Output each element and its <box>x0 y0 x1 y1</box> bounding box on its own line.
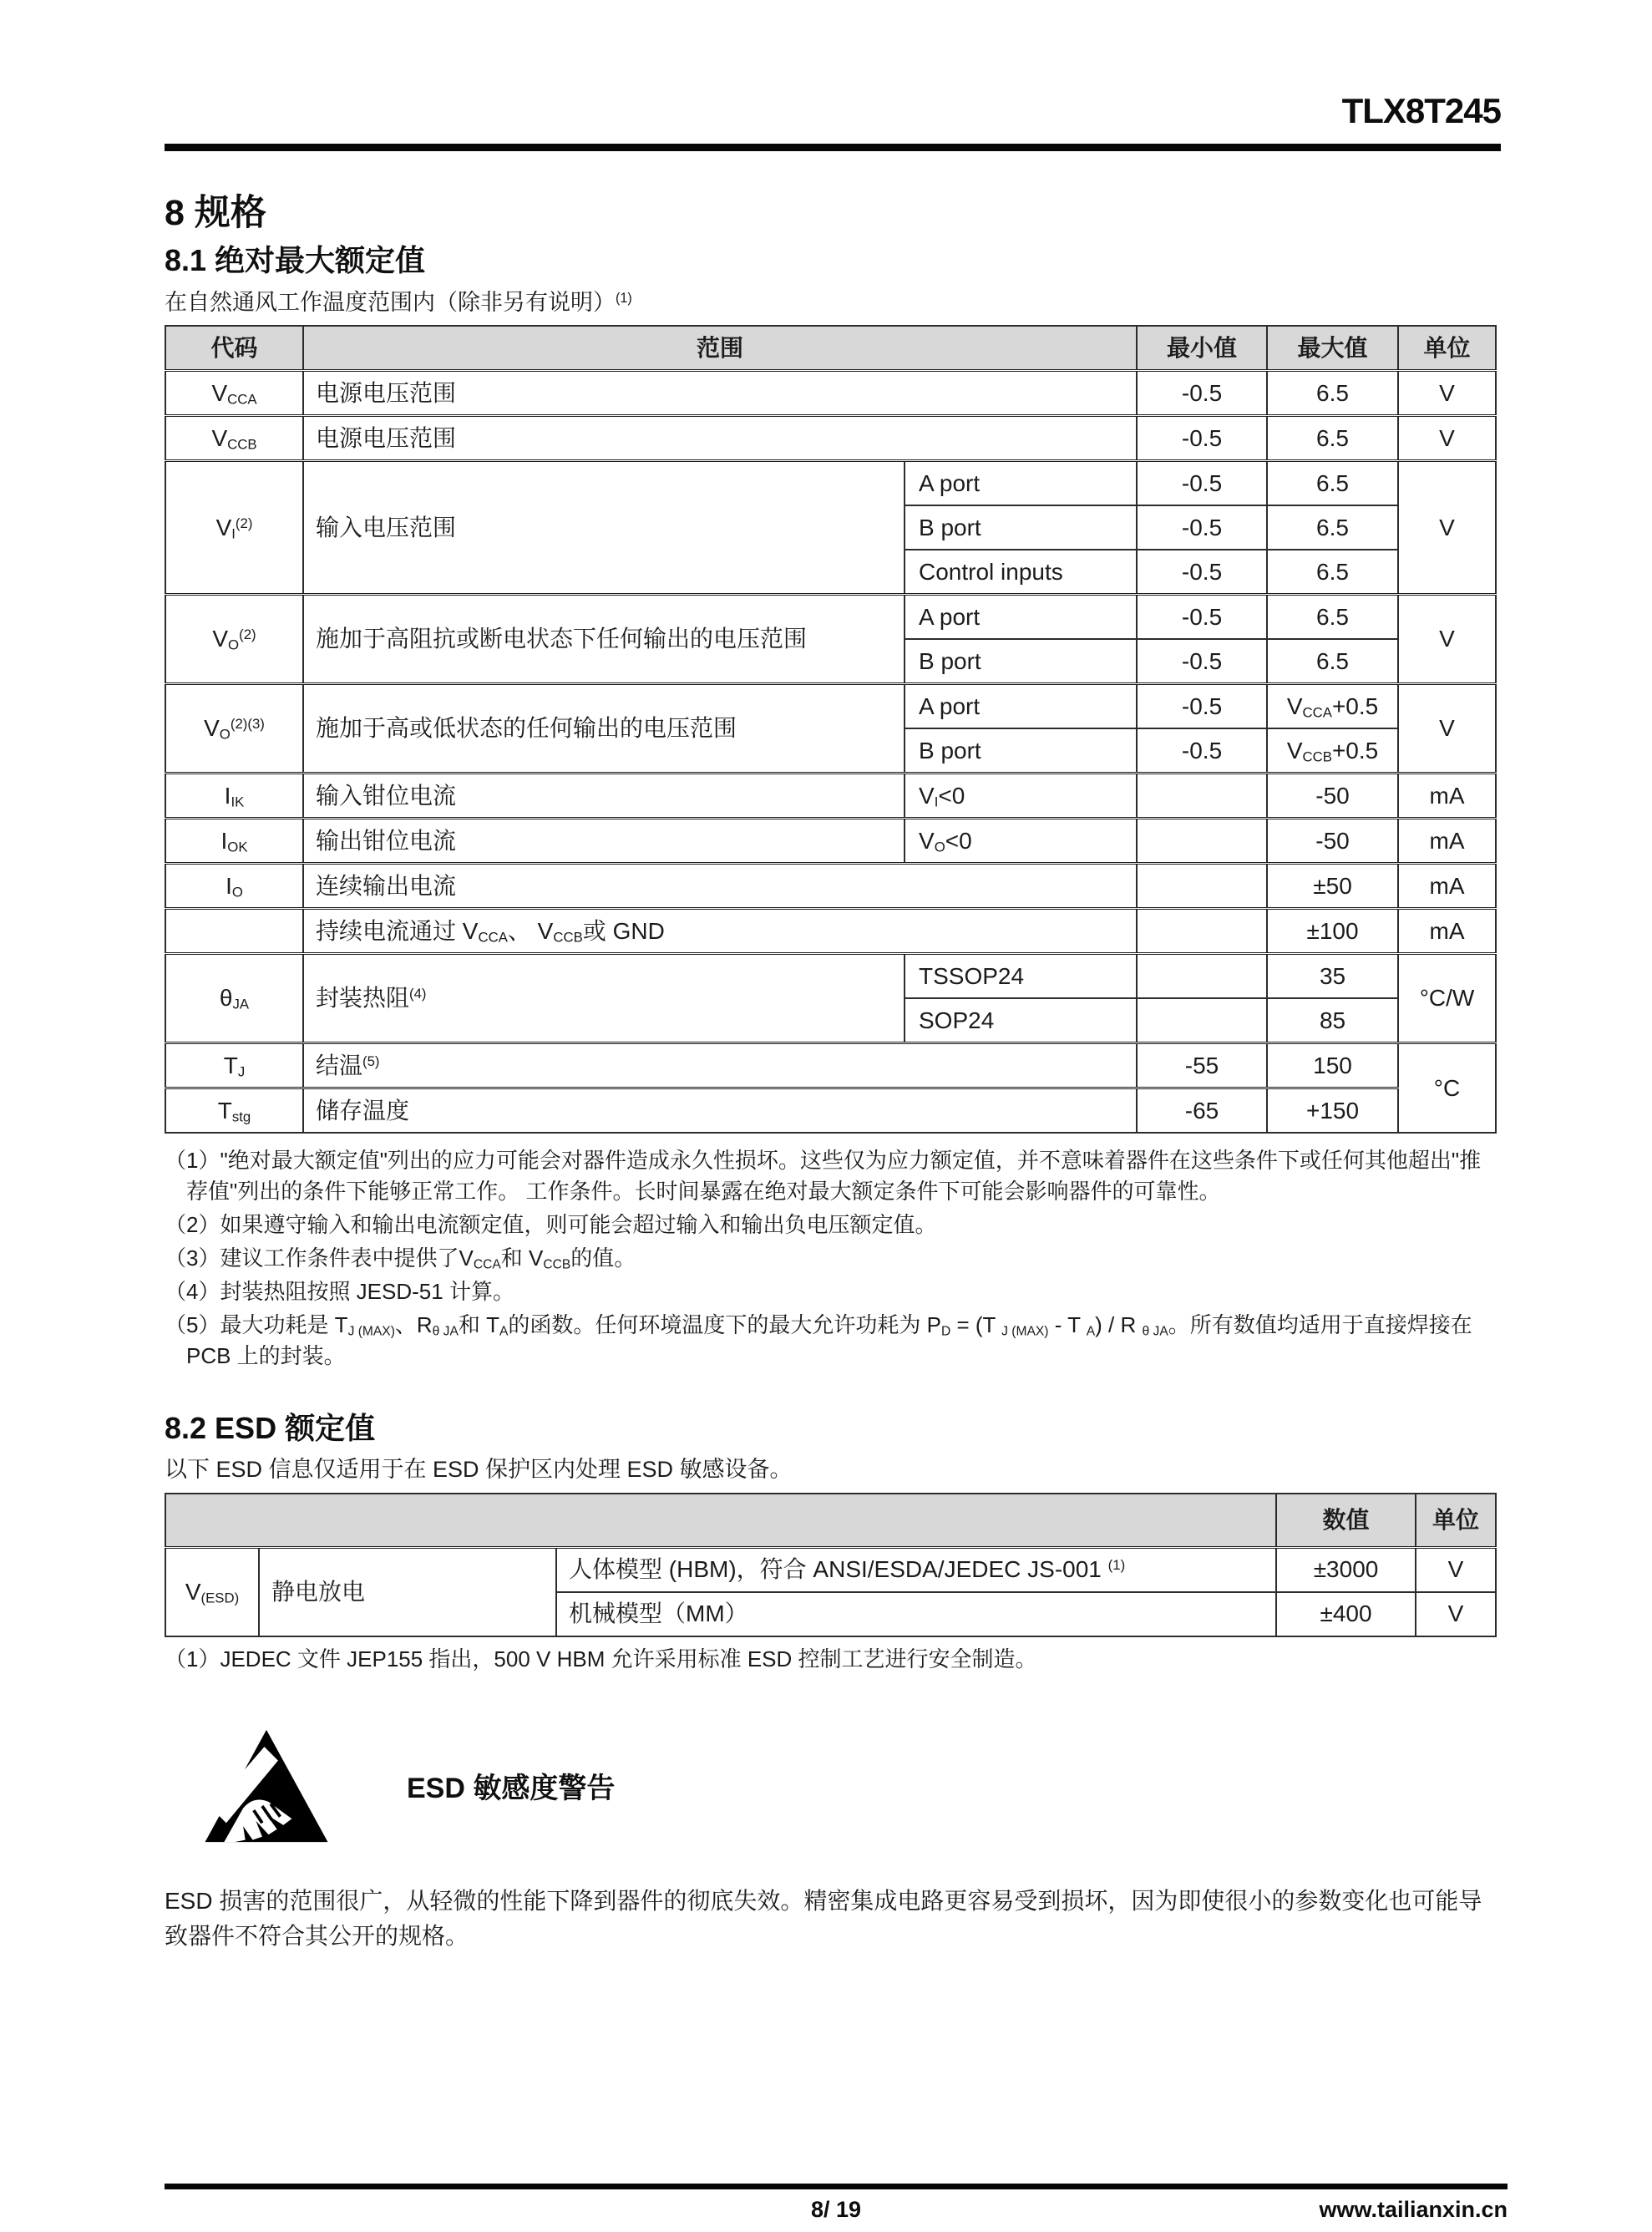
cell-code: $I_O$ <box>165 864 303 909</box>
cell-max: ±50 <box>1267 864 1398 909</box>
footnote-3: （3）建议工作条件表中提供了$V_{CCA}$和 $V_{CCB}$的值。 <box>165 1245 636 1272</box>
cell-min <box>1137 864 1267 909</box>
cell-desc: 储存温度 <box>303 1088 1137 1134</box>
col-header-max: 最大值 <box>1267 326 1398 371</box>
esd-header-row <box>165 1494 1496 1548</box>
row-io <box>165 864 1496 909</box>
datasheet-page <box>165 91 1501 1954</box>
cell-min: -0.5 <box>1137 416 1267 461</box>
cell-unit: V <box>1398 595 1496 684</box>
cell-desc: 连续输出电流 <box>303 864 1137 909</box>
cell-desc: 施加于高或低状态的任何输出的电压范围 <box>303 684 905 774</box>
cell-unit: V <box>1398 461 1496 595</box>
col-header-range: 范围 <box>303 326 1137 371</box>
cell-max: $V_{CCB}+0.5$ <box>1267 728 1398 774</box>
cell-max: 6.5 <box>1267 595 1398 640</box>
cell-condition: B port <box>905 505 1137 550</box>
cell-unit: °C <box>1398 1043 1496 1134</box>
cell-condition: B port <box>905 639 1137 684</box>
section-8-1-intro: 在自然通风工作温度范围内（除非另有说明）$^{(1)}$ <box>165 289 632 315</box>
cell-min: -65 <box>1137 1088 1267 1134</box>
col-header-value: 数值 <box>1276 1494 1416 1548</box>
cell-condition: A port <box>905 595 1137 640</box>
cell-value: ±400 <box>1276 1592 1416 1636</box>
cell-code <box>165 909 303 954</box>
cell-min: -0.5 <box>1137 728 1267 774</box>
cell-max: -50 <box>1267 819 1398 864</box>
cell-max: 6.5 <box>1267 505 1398 550</box>
row-vccb <box>165 416 1496 461</box>
footnote-5: （5）最大功耗是 $T_{J (MAX)}$、$R_{\theta JA}$和 $T_A$的函数。任何环境温度下的最大允许功耗为 $P_D = (T$ $_{J (MAX)}$ - T $_A$) / R $_{\theta JA}$。所有数值均适用于直接焊接在 PCB 上的封装。 <box>165 1311 1472 1368</box>
section-8-title: 8 规格 <box>165 193 266 233</box>
cell-code: $V_O^{(2)}$ <box>165 595 303 684</box>
cell-unit: mA <box>1398 774 1496 819</box>
row-iok <box>165 819 1496 864</box>
footnotes <box>165 1145 1501 1371</box>
footer-rule <box>165 2184 1508 2189</box>
absolute-maximum-ratings-table <box>165 325 1497 1134</box>
cell-max: -50 <box>1267 774 1398 819</box>
cell-max: 6.5 <box>1267 550 1398 595</box>
cell-condition: SOP24 <box>905 998 1137 1043</box>
cell-code: $I_{IK}$ <box>165 774 303 819</box>
row-vo-hiz <box>165 595 1496 640</box>
footnote-4: （4）封装热阻按照 JESD-51 计算。 <box>165 1279 514 1304</box>
cell-min <box>1137 909 1267 954</box>
cell-max: +150 <box>1267 1088 1398 1134</box>
footnote-1: （1）"绝对最大额定值"列出的应力可能会对器件造成永久性损坏。这些仅为应力额定值，并不意味着器件在这些条件下或任何其他超出"推荐值"列出的条件下能够正常工作。 工作条件。长时间暴露在绝对最大额定条件下可能会影响器件的可靠性。 <box>165 1148 1482 1205</box>
cell-min: -0.5 <box>1137 684 1267 729</box>
cell-code: $V_O^{(2)(3)}$ <box>165 684 303 774</box>
esd-ratings-table <box>165 1493 1497 1637</box>
row-vi <box>165 461 1496 506</box>
cell-unit: °C/W <box>1398 954 1496 1043</box>
cell-desc: 输出钳位电流 <box>303 819 905 864</box>
cell-model: 人体模型 (HBM)，符合 ANSI/ESDA/JEDEC JS-001 $^{(1)}$ <box>556 1547 1276 1592</box>
row-vcca <box>165 371 1496 416</box>
cell-code: $\theta_{JA}$ <box>165 954 303 1043</box>
cell-min: -0.5 <box>1137 371 1267 416</box>
col-header-unit: 单位 <box>1398 326 1496 371</box>
cell-value: ±3000 <box>1276 1547 1416 1592</box>
esd-warning <box>165 1723 1501 1849</box>
cell-unit: V <box>1416 1592 1496 1636</box>
esd-warning-body: ESD 损害的范围很广，从轻微的性能下降到器件的彻底失效。精密集成电路更容易受到损坏，因为即使很小的参数变化也可能导致器件不符合其公开的规格。 <box>165 1887 1482 1949</box>
row-iik <box>165 774 1496 819</box>
cell-condition: $V_I<0$ <box>905 774 1137 819</box>
cell-code: $I_{OK}$ <box>165 819 303 864</box>
section-8-1-title: 8.1 绝对最大额定值 <box>165 243 426 278</box>
cell-condition: A port <box>905 461 1137 506</box>
row-continuous-current <box>165 909 1496 954</box>
cell-condition: $V_O<0$ <box>905 819 1137 864</box>
cell-max: ±100 <box>1267 909 1398 954</box>
cell-unit: mA <box>1398 909 1496 954</box>
row-tstg <box>165 1088 1496 1134</box>
cell-min <box>1137 774 1267 819</box>
esd-footnotes <box>165 1644 1501 1675</box>
cell-code: $T_{stg}$ <box>165 1088 303 1134</box>
cell-desc: 结温$^{(5)}$ <box>303 1043 1137 1088</box>
header-rule <box>165 144 1501 151</box>
cell-desc: 输入电压范围 <box>303 461 905 595</box>
cell-min: -0.5 <box>1137 461 1267 506</box>
cell-min: -0.5 <box>1137 550 1267 595</box>
cell-unit: V <box>1398 371 1496 416</box>
cell-max: 35 <box>1267 954 1398 999</box>
esd-susceptibility-icon <box>203 1723 330 1849</box>
esd-footnote-1: （1）JEDEC 文件 JEP155 指出，500 V HBM 允许采用标准 ESD 控制工艺进行安全制造。 <box>165 1646 1037 1671</box>
table-header-row <box>165 326 1496 371</box>
footer <box>165 2197 1508 2230</box>
cell-code: $V_{CCA}$ <box>165 371 303 416</box>
cell-min <box>1137 819 1267 864</box>
cell-condition: Control inputs <box>905 550 1137 595</box>
cell-max: 85 <box>1267 998 1398 1043</box>
cell-desc: 封装热阻$^{(4)}$ <box>303 954 905 1043</box>
esd-warning-title: ESD 敏感度警告 <box>407 1773 616 1805</box>
footnote-2: （2）如果遵守输入和输出电流额定值，则可能会超过输入和输出负电压额定值。 <box>165 1212 937 1238</box>
cell-unit: mA <box>1398 819 1496 864</box>
col-header-code: 代码 <box>165 326 303 371</box>
col-header-min: 最小值 <box>1137 326 1267 371</box>
cell-desc: 静电放电 <box>259 1547 556 1636</box>
cell-max: 6.5 <box>1267 639 1398 684</box>
cell-unit: mA <box>1398 864 1496 909</box>
row-vo-hl <box>165 684 1496 729</box>
cell-model: 机械模型（MM） <box>556 1592 1276 1636</box>
col-header-unit: 单位 <box>1416 1494 1496 1548</box>
cell-min <box>1137 998 1267 1043</box>
cell-desc: 施加于高阻抗或断电状态下任何输出的电压范围 <box>303 595 905 684</box>
cell-condition: A port <box>905 684 1137 729</box>
cell-min: -0.5 <box>1137 505 1267 550</box>
cell-max: 6.5 <box>1267 416 1398 461</box>
cell-desc: 输入钳位电流 <box>303 774 905 819</box>
cell-max: 6.5 <box>1267 371 1398 416</box>
page-number: 8/ 19 <box>810 2197 862 2222</box>
cell-max: $V_{CCA}+0.5$ <box>1267 684 1398 729</box>
cell-desc: 电源电压范围 <box>303 416 1137 461</box>
cell-code: $V_I^{(2)}$ <box>165 461 303 595</box>
col-header-blank <box>165 1494 1276 1548</box>
cell-code: $V_{CCB}$ <box>165 416 303 461</box>
cell-code: $V_{(ESD)}$ <box>165 1547 259 1636</box>
cell-min: -0.5 <box>1137 595 1267 640</box>
section-8-2-intro: 以下 ESD 信息仅适用于在 ESD 保护区内处理 ESD 敏感设备。 <box>165 1456 793 1482</box>
cell-unit: V <box>1398 684 1496 774</box>
cell-condition: TSSOP24 <box>905 954 1137 999</box>
cell-desc: 电源电压范围 <box>303 371 1137 416</box>
row-theta-ja <box>165 954 1496 999</box>
cell-desc: 持续电流通过 $V_{CCA}$、 $V_{CCB}$或 GND <box>303 909 1137 954</box>
cell-max: 6.5 <box>1267 461 1398 506</box>
cell-min <box>1137 954 1267 999</box>
row-esd-hbm <box>165 1547 1496 1592</box>
cell-max: 150 <box>1267 1043 1398 1088</box>
part-number: TLX8T245 <box>1341 91 1501 130</box>
cell-condition: B port <box>905 728 1137 774</box>
cell-unit: V <box>1416 1547 1496 1592</box>
cell-min: -55 <box>1137 1043 1267 1088</box>
cell-unit: V <box>1398 416 1496 461</box>
cell-code: $T_J$ <box>165 1043 303 1088</box>
cell-min: -0.5 <box>1137 639 1267 684</box>
row-tj <box>165 1043 1496 1088</box>
website-url: www.tailianxin.cn <box>1319 2197 1508 2222</box>
section-8-2-title: 8.2 ESD 额定值 <box>165 1410 376 1445</box>
